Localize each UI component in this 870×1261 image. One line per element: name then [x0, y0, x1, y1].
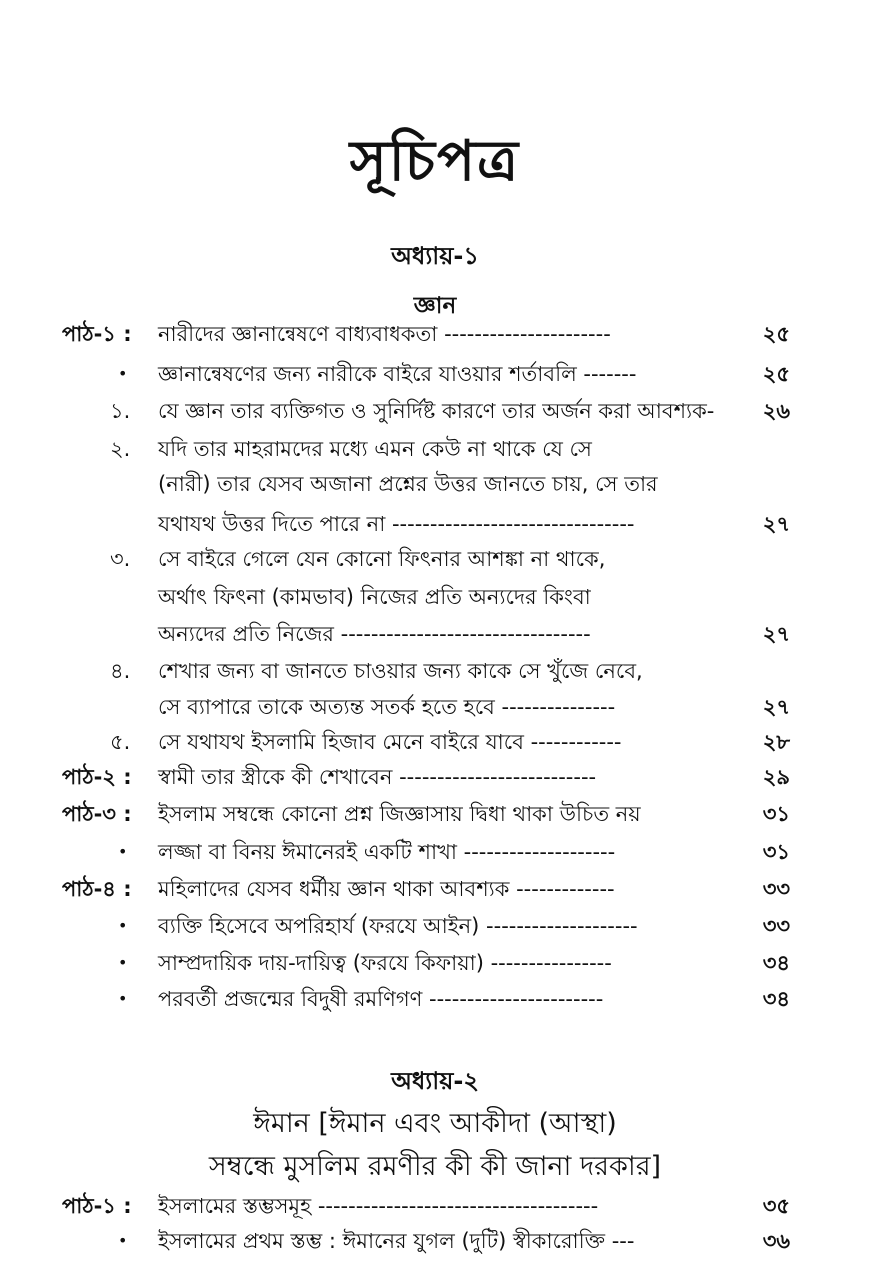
page-number: ২৬ — [762, 399, 790, 423]
item-number: ৫. — [110, 730, 131, 754]
toc-entry — [0, 723, 870, 761]
page-number: ৩১ — [762, 840, 790, 864]
toc-entry — [0, 1222, 870, 1260]
leader-dots: ----------------------- — [429, 987, 604, 1011]
bullet-icon: • — [118, 953, 128, 972]
lesson-label: পাঠ-২ : — [62, 765, 132, 789]
bullet-icon: • — [118, 842, 128, 861]
toc-entry — [0, 392, 870, 430]
page-number: ২৭ — [762, 695, 790, 719]
page-number: ২৭ — [762, 622, 790, 646]
entry-title: শেখার জন্য বা জানতে চাওয়ার জন্য কাকে সে খুঁজে নেবে, — [158, 659, 643, 683]
lesson-label: পাঠ-১ : — [62, 322, 132, 346]
item-number: ৪. — [110, 659, 131, 683]
leader-dots: -------------------------------- — [391, 512, 635, 536]
toc-entry — [0, 465, 870, 503]
chapter-2-heading: অধ্যায়-২ — [391, 1067, 479, 1095]
leader-dots: ---------------- — [490, 951, 612, 975]
toc-entry — [0, 430, 870, 468]
leader-dots: --- — [611, 1229, 635, 1253]
leader-dots: ------------- — [516, 877, 615, 901]
chapter-2-subheading-line-1: ঈমান [ঈমান এবং আকীদা (আস্থা) — [253, 1108, 617, 1139]
toc-entry — [0, 355, 870, 393]
entry-title: নারীদের জ্ঞানান্বেষণে বাধ্যবাধকতা ---------------------- — [158, 322, 611, 346]
lesson-label: পাঠ-১ : — [62, 1194, 132, 1218]
toc-entry — [0, 540, 870, 578]
entry-title: লজ্জা বা বিনয় ঈমানেরই একটি শাখা -------------------- — [158, 840, 616, 864]
entry-title: ইসলামের প্রথম স্তম্ভ : ঈমানের যুগল (দুটি) স্বীকারোক্তি --- — [158, 1229, 635, 1253]
leader-dots: ------------ — [530, 730, 622, 754]
bullet-icon: • — [118, 916, 128, 935]
entry-title: জ্ঞানান্বেষণের জন্য নারীকে বাইরে যাওয়ার শর্তাবলি ------- — [158, 362, 637, 386]
entry-title: মহিলাদের যেসব ধর্মীয় জ্ঞান থাকা আবশ্যক ------------- — [158, 877, 615, 901]
leader-dots: -------------------- — [463, 840, 616, 864]
page-number: ২৫ — [762, 322, 790, 346]
leader-dots: ------------------------------------- — [317, 1194, 599, 1218]
leader-dots: ------- — [583, 362, 637, 386]
entry-title: অন্যদের প্রতি নিজের --------------------------------- — [158, 622, 591, 646]
entry-title: ব্যক্তি হিসেবে অপরিহার্য (ফরযে আইন) -------------------- — [158, 914, 638, 938]
item-number: ৩. — [110, 547, 131, 571]
toc-entry — [0, 615, 870, 653]
entry-title: যে জ্ঞান তার ব্যক্তিগত ও সুনির্দিষ্ট কারণে তার অর্জন করা আবশ্যক- — [158, 399, 715, 423]
page-number: ২৭ — [762, 512, 790, 536]
page-number: ৩১ — [762, 802, 790, 826]
entry-title: অর্থাৎ ফিৎনা (কামভাব) নিজের প্রতি অন্যদের কিংবা — [158, 585, 591, 609]
entry-title: যথাযথ উত্তর দিতে পারে না -------------------------------- — [158, 512, 635, 536]
entry-title: সে ব্যাপারে তাকে অত্যন্ত সতর্ক হতে হবে --------------- — [158, 695, 616, 719]
entry-title: (নারী) তার যেসব অজানা প্রশ্নের উত্তর জানতে চায়, সে তার — [158, 472, 658, 496]
lesson-label: পাঠ-৪ : — [62, 877, 132, 901]
toc-entry — [0, 578, 870, 616]
toc-entry — [0, 1187, 870, 1225]
bullet-icon: • — [118, 1231, 128, 1250]
page-number: ৩৫ — [762, 1194, 790, 1218]
page-number: ২৮ — [762, 730, 790, 754]
page-number: ৩৩ — [762, 877, 790, 901]
page-number: ২৯ — [762, 765, 790, 789]
page-title: সূচিপত্র — [349, 128, 521, 194]
leader-dots: --------------- — [501, 695, 616, 719]
toc-entry — [0, 795, 870, 833]
entry-title: ইসলাম সম্বন্ধে কোনো প্রশ্ন জিজ্ঞাসায় দ্বিধা থাকা উচিত নয় — [158, 802, 641, 826]
toc-entry — [0, 315, 870, 353]
toc-entry — [0, 944, 870, 982]
entry-title: সাম্প্রদায়িক দায়-দায়িত্ব (ফরযে কিফায়া) ---------------- — [158, 951, 612, 975]
toc-entry — [0, 870, 870, 908]
leader-dots: ---------------------- — [444, 322, 611, 346]
bullet-icon: • — [118, 364, 128, 383]
item-number: ১. — [110, 399, 131, 423]
toc-entry — [0, 833, 870, 871]
item-number: ২. — [110, 437, 131, 461]
chapter-2-subheading-line-2: সম্বন্ধে মুসলিম রমণীর কী কী জানা দরকার] — [208, 1151, 662, 1182]
bullet-icon: • — [118, 989, 128, 1008]
toc-entry — [0, 758, 870, 796]
toc-entry — [0, 688, 870, 726]
lesson-label: পাঠ-৩ : — [62, 802, 132, 826]
entry-title: সে যথাযথ ইসলামি হিজাব মেনে বাইরে যাবে ------------ — [158, 730, 622, 754]
page-number: ৩৩ — [762, 914, 790, 938]
chapter-1-subheading: জ্ঞান — [413, 293, 457, 319]
entry-title: স্বামী তার স্ত্রীকে কী শেখাবেন -------------------------- — [158, 765, 597, 789]
toc-entry — [0, 505, 870, 543]
page-number: ৩৪ — [762, 951, 790, 975]
page-number: ৩৪ — [762, 987, 790, 1011]
entry-title: যদি তার মাহরামদের মধ্যে এমন কেউ না থাকে যে সে — [158, 437, 592, 461]
toc-entry — [0, 652, 870, 690]
leader-dots: -------------------- — [486, 914, 638, 938]
toc-entry — [0, 907, 870, 945]
leader-dots: --------------------------------- — [340, 622, 591, 646]
entry-title: পরবর্তী প্রজন্মের বিদুষী রমণিগণ ----------------------- — [158, 987, 604, 1011]
toc-entry — [0, 980, 870, 1018]
page-number: ২৫ — [762, 362, 790, 386]
entry-title: সে বাইরে গেলে যেন কোনো ফিৎনার আশঙ্কা না থাকে, — [158, 547, 606, 571]
page-number: ৩৬ — [762, 1229, 790, 1253]
leader-dots: -------------------------- — [399, 765, 597, 789]
entry-title: ইসলামের স্তম্ভসমূহ ------------------------------------- — [158, 1194, 599, 1218]
chapter-1-heading: অধ্যায়-১ — [391, 242, 479, 270]
